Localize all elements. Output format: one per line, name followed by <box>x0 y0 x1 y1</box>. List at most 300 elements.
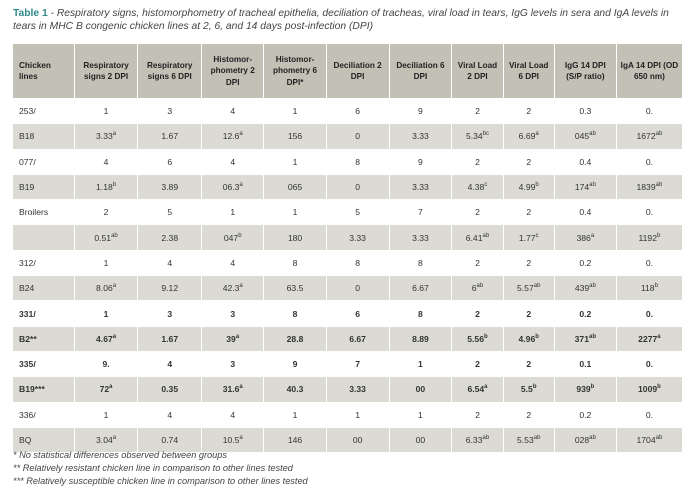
column-header: Histomor-phometry 6 DPI* <box>264 44 326 99</box>
table-cell <box>452 377 503 402</box>
cell-value: 6.69 <box>518 131 536 142</box>
cell-value: 174 <box>574 182 590 193</box>
table-cell <box>138 149 202 174</box>
significance-superscript: a <box>112 435 117 442</box>
table-header <box>13 44 683 99</box>
table-cell <box>326 174 389 199</box>
row-label-cell <box>13 99 74 124</box>
table-cell <box>554 124 616 149</box>
cell-value: 4.99 <box>518 182 536 193</box>
table-cell <box>138 225 202 250</box>
cell-value: 2 <box>526 106 532 117</box>
cell-value: 3.33 <box>412 182 429 193</box>
cell-value: 8 <box>292 308 298 319</box>
table-cell <box>503 250 554 275</box>
cell-value: 2 <box>526 257 532 268</box>
table-cell <box>138 200 202 225</box>
cell-value: 2 <box>526 308 532 319</box>
cell-value: 0.4 <box>579 156 592 167</box>
table-cell <box>74 200 138 225</box>
significance-superscript: c <box>535 232 539 239</box>
table-cell <box>326 402 389 427</box>
table-cell <box>389 200 452 225</box>
cell-value: 8 <box>418 308 423 319</box>
table-cell <box>202 225 264 250</box>
results-table <box>13 44 683 452</box>
cell-value: 7 <box>418 207 423 218</box>
cell-value: 1.67 <box>161 333 179 344</box>
cell-value: 1 <box>103 409 109 420</box>
cell-value: 6.33 <box>465 435 483 445</box>
table-cell <box>326 149 389 174</box>
cell-value: 6 <box>355 308 360 319</box>
cell-value: 312/ <box>19 257 36 268</box>
table-cell <box>452 326 503 351</box>
cell-value: 4 <box>230 156 236 167</box>
cell-value: 156 <box>287 131 303 142</box>
table-cell <box>452 174 503 199</box>
table-body <box>13 99 683 453</box>
cell-value: 1 <box>103 308 109 319</box>
cell-value: 0. <box>645 207 653 218</box>
table-cell <box>503 377 554 402</box>
cell-value: 2 <box>526 409 532 420</box>
table-cell <box>326 200 389 225</box>
table-cell <box>326 276 389 301</box>
table-row <box>13 351 683 376</box>
table-cell <box>452 301 503 326</box>
cell-value: 2 <box>475 308 480 319</box>
table-cell <box>138 402 202 427</box>
table-number: Table 1 <box>13 8 48 19</box>
significance-superscript: a <box>657 333 661 340</box>
table-cell <box>503 402 554 427</box>
table-cell <box>138 99 202 124</box>
row-label-cell <box>13 124 74 149</box>
table-cell <box>264 99 326 124</box>
table-cell <box>138 276 202 301</box>
cell-value: 2 <box>103 207 109 218</box>
table-cell <box>503 200 554 225</box>
cell-value: 3.33 <box>349 384 366 395</box>
cell-value: 2 <box>475 207 480 218</box>
cell-value: 028 <box>574 435 590 445</box>
cell-value: 6.54 <box>467 384 485 395</box>
cell-value: B18 <box>19 131 35 142</box>
cell-value: 06.3 <box>222 182 240 193</box>
cell-value: 0 <box>355 131 360 142</box>
cell-value: 2 <box>526 207 532 218</box>
cell-value: 9 <box>418 106 423 117</box>
cell-value: 2 <box>526 359 532 370</box>
header-row <box>13 44 683 99</box>
cell-value: 0. <box>645 359 653 370</box>
table-cell <box>616 276 682 301</box>
significance-superscript: a <box>239 131 243 138</box>
significance-superscript: ab <box>589 131 596 138</box>
cell-value: 3.33 <box>412 232 429 243</box>
column-header: Respiratory signs 6 DPI <box>138 44 202 99</box>
cell-value: 1192 <box>638 232 657 243</box>
cell-value: 0.35 <box>161 384 179 395</box>
cell-value: 4 <box>167 359 173 370</box>
table-cell <box>554 276 616 301</box>
footnote: * No statistical differences observed between groups <box>13 450 227 460</box>
cell-value: 0. <box>645 409 653 420</box>
table-row <box>13 124 683 149</box>
row-label-cell <box>13 149 74 174</box>
cell-value: 1.77 <box>518 232 536 243</box>
table-cell <box>326 124 389 149</box>
cell-value: 1 <box>292 156 298 167</box>
footnote: *** Relatively susceptible chicken line in comparison to other lines tested <box>13 476 308 486</box>
cell-value: 5.34 <box>465 131 483 142</box>
table-caption <box>13 7 685 33</box>
cell-value: B24 <box>19 283 35 294</box>
table-row <box>13 276 683 301</box>
table-cell <box>202 326 264 351</box>
cell-value: 3 <box>230 359 236 370</box>
footnotes <box>13 449 685 488</box>
cell-value: 4.67 <box>96 333 113 344</box>
table-cell <box>616 377 682 402</box>
table-cell <box>554 149 616 174</box>
cell-value: 4.96 <box>518 333 536 344</box>
significance-superscript: a <box>109 384 113 391</box>
cell-value: 0. <box>645 106 653 117</box>
significance-superscript: ab <box>482 232 490 239</box>
table-cell <box>138 326 202 351</box>
table-cell <box>74 276 138 301</box>
table-cell <box>452 149 503 174</box>
cell-value: 3.89 <box>161 182 179 193</box>
table-cell <box>452 276 503 301</box>
cell-value: 2277 <box>638 333 658 344</box>
cell-value: 5 <box>355 207 360 218</box>
significance-superscript: ab <box>533 283 541 290</box>
table-cell <box>326 326 389 351</box>
cell-value: 118 <box>640 283 655 294</box>
cell-value: 1704 <box>636 435 656 445</box>
cell-value: 3.33 <box>349 232 366 243</box>
footnote: ** Relatively resistant chicken line in comparison to other lines tested <box>13 463 293 473</box>
significance-superscript: b <box>590 384 595 391</box>
row-label-cell <box>13 276 74 301</box>
cell-value: 1839 <box>636 182 656 193</box>
cell-value: 6 <box>167 156 173 167</box>
cell-value: B19 <box>19 182 35 193</box>
column-header: Respiratory signs 2 DPI <box>74 44 138 99</box>
table-cell <box>264 200 326 225</box>
cell-value: 00 <box>415 384 426 395</box>
table-row <box>13 402 683 427</box>
significance-superscript: ab <box>533 435 541 442</box>
table-cell <box>452 351 503 376</box>
significance-superscript: ab <box>589 435 596 442</box>
cell-value: 5 <box>167 207 173 218</box>
significance-superscript: a <box>239 384 243 391</box>
table-cell <box>452 99 503 124</box>
table-cell <box>74 351 138 376</box>
table-row <box>13 301 683 326</box>
cell-value: 0. <box>645 257 653 268</box>
cell-value: 40.3 <box>286 384 304 395</box>
table-row <box>13 99 683 124</box>
table-cell <box>554 250 616 275</box>
row-label-cell <box>13 225 74 250</box>
cell-value: 9. <box>102 359 110 370</box>
table-cell <box>452 402 503 427</box>
cell-value: 2 <box>475 106 480 117</box>
cell-value: 335/ <box>19 359 36 370</box>
cell-value: 0.74 <box>161 435 179 445</box>
table-cell <box>389 174 452 199</box>
significance-superscript: b <box>238 232 242 239</box>
column-header: Histomor-phometry 2 DPI <box>202 44 264 99</box>
table-cell <box>264 326 326 351</box>
cell-value: 6 <box>471 283 477 294</box>
significance-superscript: ab <box>588 333 596 340</box>
table-cell <box>202 351 264 376</box>
table-cell <box>202 200 264 225</box>
table-cell <box>264 301 326 326</box>
significance-superscript: ab <box>589 182 596 189</box>
row-label-cell <box>13 200 74 225</box>
table-cell <box>264 276 326 301</box>
cell-value: Broilers <box>19 207 49 218</box>
significance-superscript: b <box>532 384 537 391</box>
row-label-cell <box>13 402 74 427</box>
table-row <box>13 174 683 199</box>
cell-value: 0.51 <box>94 232 112 243</box>
cell-value: 336/ <box>19 409 36 420</box>
table-cell <box>74 326 138 351</box>
cell-value: 5.5 <box>520 384 533 395</box>
row-label-cell <box>13 174 74 199</box>
table-cell <box>554 99 616 124</box>
cell-value: 5.57 <box>517 283 534 294</box>
cell-value: BQ <box>19 435 32 445</box>
table-cell <box>389 402 452 427</box>
table-cell <box>326 250 389 275</box>
significance-superscript: ab <box>482 435 490 442</box>
column-header: IgA 14 DPI (OD 650 nm) <box>616 44 682 99</box>
table-cell <box>138 301 202 326</box>
cell-value: 63.5 <box>286 283 304 294</box>
table-cell <box>452 200 503 225</box>
table-cell <box>616 301 682 326</box>
cell-value: 3.04 <box>96 435 113 445</box>
table-cell <box>138 377 202 402</box>
cell-value: 0.2 <box>579 257 592 268</box>
table-cell <box>616 402 682 427</box>
table-cell <box>389 276 452 301</box>
table-cell <box>452 250 503 275</box>
cell-value: 9 <box>292 359 298 370</box>
significance-superscript: a <box>112 283 117 290</box>
cell-value: 4 <box>103 156 109 167</box>
cell-value: 6.41 <box>465 232 483 243</box>
significance-superscript: b <box>654 283 658 290</box>
table-cell <box>202 276 264 301</box>
cell-value: 5.56 <box>467 333 484 344</box>
table-row <box>13 326 683 351</box>
cell-value: 12.6 <box>222 131 240 142</box>
table-cell <box>616 174 682 199</box>
table-cell <box>202 99 264 124</box>
table-cell <box>74 124 138 149</box>
table-cell <box>74 225 138 250</box>
significance-superscript: a <box>112 131 117 138</box>
cell-value: 1 <box>355 409 360 420</box>
cell-value: 4 <box>167 409 173 420</box>
cell-value: 00 <box>352 435 363 445</box>
table-cell <box>326 301 389 326</box>
table-cell <box>503 225 554 250</box>
table-cell <box>264 250 326 275</box>
row-label-cell <box>13 250 74 275</box>
cell-value: 047 <box>223 232 239 243</box>
cell-value: 077/ <box>19 156 36 167</box>
significance-superscript: ab <box>476 283 484 290</box>
table-cell <box>554 377 616 402</box>
cell-value: 9 <box>418 156 423 167</box>
table-cell <box>389 301 452 326</box>
table-cell <box>616 99 682 124</box>
cell-value: 1 <box>292 106 298 117</box>
significance-superscript: a <box>239 283 243 290</box>
cell-value: 39 <box>226 333 236 344</box>
cell-value: 6.67 <box>412 283 429 294</box>
row-label-cell <box>13 377 74 402</box>
significance-superscript: a <box>239 435 243 442</box>
significance-superscript: b <box>535 182 539 189</box>
cell-value: 8 <box>355 156 360 167</box>
cell-value: 9.12 <box>161 283 179 294</box>
significance-superscript: a <box>239 182 243 189</box>
table-cell <box>389 326 452 351</box>
significance-superscript: bc <box>482 131 490 138</box>
column-header: IgG 14 DPI (S/P ratio) <box>554 44 616 99</box>
table-cell <box>202 250 264 275</box>
table-cell <box>138 351 202 376</box>
cell-value: 3 <box>230 308 236 319</box>
table-cell <box>138 250 202 275</box>
table-cell <box>554 200 616 225</box>
cell-value: 0 <box>355 182 360 193</box>
table-cell <box>616 225 682 250</box>
cell-value: 2 <box>526 156 532 167</box>
cell-value: 42.3 <box>222 283 240 294</box>
table-cell <box>389 149 452 174</box>
cell-value: 00 <box>415 435 426 445</box>
cell-value: 0. <box>645 308 653 319</box>
table-cell <box>326 225 389 250</box>
table-cell <box>616 250 682 275</box>
cell-value: 6 <box>355 106 360 117</box>
table-cell <box>554 351 616 376</box>
cell-value: 4.38 <box>467 182 485 193</box>
row-label-cell <box>13 301 74 326</box>
significance-superscript: b <box>484 333 488 340</box>
table-cell <box>554 174 616 199</box>
row-label-cell <box>13 351 74 376</box>
cell-value: 1.67 <box>161 131 179 142</box>
table-cell <box>74 149 138 174</box>
cell-value: 1 <box>292 207 298 218</box>
table-cell <box>554 225 616 250</box>
cell-value: 8 <box>355 257 360 268</box>
table-cell <box>264 174 326 199</box>
cell-value: 2.38 <box>161 232 179 243</box>
cell-value: 180 <box>287 232 303 243</box>
table-cell <box>202 149 264 174</box>
table-cell <box>264 351 326 376</box>
cell-value: 1 <box>292 409 298 420</box>
table-cell <box>138 124 202 149</box>
table-cell <box>74 174 138 199</box>
cell-value: 939 <box>576 384 591 395</box>
cell-value: 31.6 <box>222 384 240 395</box>
cell-value: 1 <box>103 257 109 268</box>
caption-text: - Respiratory signs, histomorphometry of tracheal epithelia, deciliation of tracheas, viral load in tears, IgG levels in sera and IgA levels in tears in MHC B congenic chicken lines at 2, 6, and 14 days post-infection (DPI) <box>13 8 669 32</box>
table-cell <box>264 377 326 402</box>
table-cell <box>503 351 554 376</box>
significance-superscript: ab <box>589 283 596 290</box>
cell-value: 1 <box>418 409 423 420</box>
cell-value: 2 <box>475 409 480 420</box>
significance-superscript: b <box>535 333 539 340</box>
cell-value: 4 <box>230 409 236 420</box>
table-cell <box>264 149 326 174</box>
table-cell <box>264 402 326 427</box>
significance-superscript: b <box>112 182 117 189</box>
significance-superscript: c <box>484 182 488 189</box>
table-cell <box>389 225 452 250</box>
significance-superscript: ab <box>111 232 118 239</box>
cell-value: 28.8 <box>286 333 304 344</box>
significance-superscript: ab <box>655 182 663 189</box>
table-cell <box>503 326 554 351</box>
cell-value: 331/ <box>19 308 36 319</box>
table-cell <box>389 351 452 376</box>
cell-value: 0.2 <box>579 409 592 420</box>
significance-superscript: a <box>535 131 539 138</box>
cell-value: 3 <box>167 106 173 117</box>
table-cell <box>616 326 682 351</box>
cell-value: 065 <box>287 182 303 193</box>
table-cell <box>616 149 682 174</box>
cell-value: 1 <box>230 207 236 218</box>
table-cell <box>616 200 682 225</box>
cell-value: 253/ <box>19 106 36 117</box>
table-cell <box>264 225 326 250</box>
cell-value: 6.67 <box>349 333 366 344</box>
table-cell <box>503 124 554 149</box>
table-cell <box>452 124 503 149</box>
table-cell <box>389 250 452 275</box>
table-cell <box>503 174 554 199</box>
significance-superscript: ab <box>655 131 663 138</box>
table-cell <box>74 250 138 275</box>
table-cell <box>326 99 389 124</box>
cell-value: 1672 <box>636 131 656 142</box>
cell-value: 0 <box>355 283 360 294</box>
table-row <box>13 377 683 402</box>
cell-value: 0.4 <box>579 207 592 218</box>
table-row <box>13 225 683 250</box>
table-cell <box>503 149 554 174</box>
